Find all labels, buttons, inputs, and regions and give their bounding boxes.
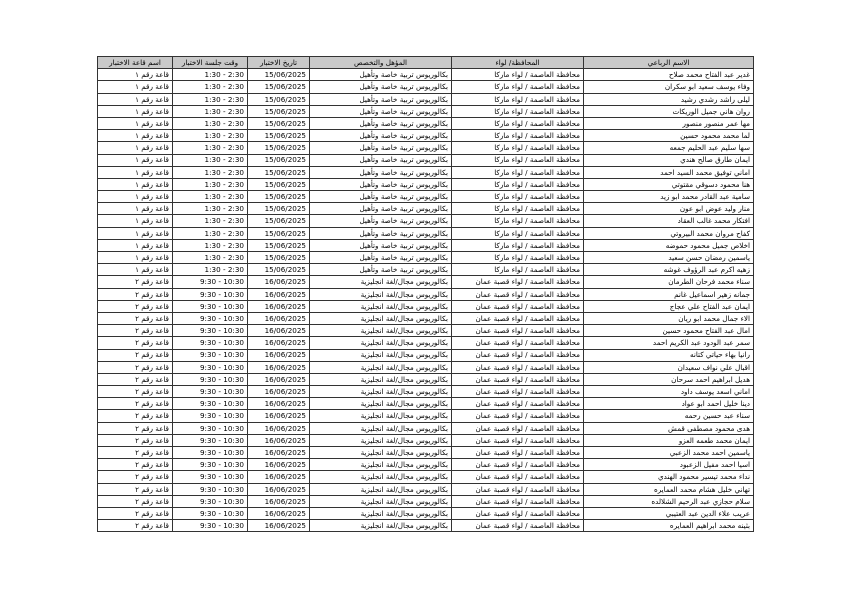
cell-session-time: 1:30 - 2:30 xyxy=(173,264,248,276)
cell-full-name: جمانه زهير اسماعيل غانم xyxy=(584,288,754,300)
cell-governorate: محافظة العاصمة / لواء قصبة عمان xyxy=(452,520,584,532)
cell-governorate: محافظة العاصمة / لواء ماركا xyxy=(452,252,584,264)
cell-exam-date: 16/06/2025 xyxy=(248,447,310,459)
cell-governorate: محافظة العاصمة / لواء ماركا xyxy=(452,191,584,203)
cell-session-time: 1:30 - 2:30 xyxy=(173,178,248,190)
cell-governorate: محافظة العاصمة / لواء قصبة عمان xyxy=(452,459,584,471)
cell-session-time: 1:30 - 2:30 xyxy=(173,142,248,154)
cell-hall-name: قاعة رقم ٢ xyxy=(98,386,173,398)
cell-hall-name: قاعة رقم ٢ xyxy=(98,337,173,349)
cell-qualification: بكالوريوس تربية خاصة وتأهيل xyxy=(310,166,452,178)
cell-session-time: 9:30 - 10:30 xyxy=(173,459,248,471)
cell-exam-date: 16/06/2025 xyxy=(248,459,310,471)
cell-full-name: هديل ابراهيم احمد سرحان xyxy=(584,373,754,385)
cell-qualification: بكالوريوس تربية خاصة وتأهيل xyxy=(310,154,452,166)
cell-qualification: بكالوريوس تربية خاصة وتأهيل xyxy=(310,191,452,203)
cell-full-name: ايمان عبد الفتاح علي عجاج xyxy=(584,300,754,312)
cell-full-name: اقبال علي نواف سعيدان xyxy=(584,361,754,373)
cell-session-time: 9:30 - 10:30 xyxy=(173,398,248,410)
cell-session-time: 1:30 - 2:30 xyxy=(173,166,248,178)
cell-governorate: محافظة العاصمة / لواء ماركا xyxy=(452,154,584,166)
table-row xyxy=(98,105,754,117)
cell-hall-name: قاعة رقم ٢ xyxy=(98,471,173,483)
cell-governorate: محافظة العاصمة / لواء قصبة عمان xyxy=(452,325,584,337)
table-row xyxy=(98,227,754,239)
cell-hall-name: قاعة رقم ١ xyxy=(98,203,173,215)
cell-full-name: زهيه اكرم عبد الرؤوف غوشه xyxy=(584,264,754,276)
cell-governorate: محافظة العاصمة / لواء ماركا xyxy=(452,81,584,93)
cell-qualification: بكالوريوس مجال/لغة انجليزية xyxy=(310,300,452,312)
table-row xyxy=(98,142,754,154)
cell-session-time: 1:30 - 2:30 xyxy=(173,117,248,129)
cell-exam-date: 15/06/2025 xyxy=(248,203,310,215)
cell-exam-date: 16/06/2025 xyxy=(248,471,310,483)
cell-exam-date: 16/06/2025 xyxy=(248,507,310,519)
cell-exam-date: 16/06/2025 xyxy=(248,337,310,349)
cell-session-time: 9:30 - 10:30 xyxy=(173,507,248,519)
cell-qualification: بكالوريوس مجال/لغة انجليزية xyxy=(310,507,452,519)
cell-governorate: محافظة العاصمة / لواء قصبة عمان xyxy=(452,386,584,398)
cell-exam-date: 15/06/2025 xyxy=(248,264,310,276)
header-qualification: المؤهل والتخصص xyxy=(310,57,452,69)
cell-qualification: بكالوريوس مجال/لغة انجليزية xyxy=(310,361,452,373)
cell-hall-name: قاعة رقم ١ xyxy=(98,117,173,129)
cell-session-time: 9:30 - 10:30 xyxy=(173,495,248,507)
cell-governorate: محافظة العاصمة / لواء ماركا xyxy=(452,69,584,81)
table-row xyxy=(98,312,754,324)
cell-exam-date: 15/06/2025 xyxy=(248,105,310,117)
cell-governorate: محافظة العاصمة / لواء قصبة عمان xyxy=(452,312,584,324)
cell-full-name: سلام حجازي عبد الرحيم الشلالده xyxy=(584,495,754,507)
cell-session-time: 9:30 - 10:30 xyxy=(173,483,248,495)
cell-qualification: بكالوريوس مجال/لغة انجليزية xyxy=(310,422,452,434)
cell-exam-date: 16/06/2025 xyxy=(248,495,310,507)
cell-full-name: سها سليم عبد الحليم جمعه xyxy=(584,142,754,154)
cell-qualification: بكالوريوس مجال/لغة انجليزية xyxy=(310,276,452,288)
table-row xyxy=(98,166,754,178)
cell-exam-date: 15/06/2025 xyxy=(248,93,310,105)
cell-governorate: محافظة العاصمة / لواء قصبة عمان xyxy=(452,483,584,495)
cell-exam-date: 15/06/2025 xyxy=(248,166,310,178)
cell-governorate: محافظة العاصمة / لواء ماركا xyxy=(452,178,584,190)
table-row xyxy=(98,203,754,215)
cell-qualification: بكالوريوس مجال/لغة انجليزية xyxy=(310,349,452,361)
cell-session-time: 1:30 - 2:30 xyxy=(173,81,248,93)
cell-hall-name: قاعة رقم ١ xyxy=(98,215,173,227)
cell-governorate: محافظة العاصمة / لواء ماركا xyxy=(452,166,584,178)
cell-governorate: محافظة العاصمة / لواء قصبة عمان xyxy=(452,337,584,349)
cell-qualification: بكالوريوس مجال/لغة انجليزية xyxy=(310,471,452,483)
cell-qualification: بكالوريوس مجال/لغة انجليزية xyxy=(310,483,452,495)
table-row xyxy=(98,178,754,190)
cell-qualification: بكالوريوس تربية خاصة وتأهيل xyxy=(310,93,452,105)
cell-qualification: بكالوريوس مجال/لغة انجليزية xyxy=(310,410,452,422)
cell-session-time: 1:30 - 2:30 xyxy=(173,154,248,166)
table-row xyxy=(98,117,754,129)
cell-hall-name: قاعة رقم ٢ xyxy=(98,483,173,495)
table-row xyxy=(98,447,754,459)
table-row xyxy=(98,507,754,519)
cell-exam-date: 15/06/2025 xyxy=(248,81,310,93)
table-row xyxy=(98,520,754,532)
table-row xyxy=(98,386,754,398)
cell-full-name: اخلاص جميل محمود حموضه xyxy=(584,239,754,251)
table-row xyxy=(98,471,754,483)
header-session-time: وقت جلسة الاختبار xyxy=(173,57,248,69)
cell-hall-name: قاعة رقم ٢ xyxy=(98,361,173,373)
table-row xyxy=(98,239,754,251)
cell-full-name: ايمان طارق صالح هندي xyxy=(584,154,754,166)
cell-hall-name: قاعة رقم ٢ xyxy=(98,373,173,385)
cell-full-name: دينا خليل احمد ابو عواد xyxy=(584,398,754,410)
table-row xyxy=(98,398,754,410)
cell-qualification: بكالوريوس تربية خاصة وتأهيل xyxy=(310,142,452,154)
cell-exam-date: 15/06/2025 xyxy=(248,142,310,154)
cell-full-name: غدير عبد الفتاح محمد صلاح xyxy=(584,69,754,81)
cell-governorate: محافظة العاصمة / لواء قصبة عمان xyxy=(452,288,584,300)
cell-qualification: بكالوريوس تربية خاصة وتأهيل xyxy=(310,215,452,227)
cell-full-name: ايمان محمد طعمه العزو xyxy=(584,434,754,446)
cell-qualification: بكالوريوس تربية خاصة وتأهيل xyxy=(310,239,452,251)
table-row xyxy=(98,361,754,373)
cell-hall-name: قاعة رقم ٢ xyxy=(98,447,173,459)
cell-full-name: وفاء يوسف سعيد ابو سكران xyxy=(584,81,754,93)
cell-hall-name: قاعة رقم ٢ xyxy=(98,349,173,361)
cell-governorate: محافظة العاصمة / لواء ماركا xyxy=(452,215,584,227)
table-row xyxy=(98,191,754,203)
cell-governorate: محافظة العاصمة / لواء قصبة عمان xyxy=(452,434,584,446)
cell-session-time: 9:30 - 10:30 xyxy=(173,434,248,446)
cell-governorate: محافظة العاصمة / لواء ماركا xyxy=(452,227,584,239)
cell-hall-name: قاعة رقم ١ xyxy=(98,142,173,154)
cell-governorate: محافظة العاصمة / لواء قصبة عمان xyxy=(452,507,584,519)
cell-qualification: بكالوريوس مجال/لغة انجليزية xyxy=(310,398,452,410)
cell-hall-name: قاعة رقم ٢ xyxy=(98,410,173,422)
cell-exam-date: 15/06/2025 xyxy=(248,69,310,81)
cell-session-time: 9:30 - 10:30 xyxy=(173,325,248,337)
cell-session-time: 1:30 - 2:30 xyxy=(173,239,248,251)
table-row xyxy=(98,300,754,312)
cell-governorate: محافظة العاصمة / لواء قصبة عمان xyxy=(452,410,584,422)
cell-session-time: 1:30 - 2:30 xyxy=(173,130,248,142)
cell-session-time: 9:30 - 10:30 xyxy=(173,410,248,422)
header-full-name: الاسم الرباعي xyxy=(584,57,754,69)
table-row xyxy=(98,349,754,361)
cell-qualification: بكالوريوس مجال/لغة انجليزية xyxy=(310,373,452,385)
cell-full-name: اسيا احمد مفيل الزعبود xyxy=(584,459,754,471)
cell-full-name: الاء جمال محمد ابو ريان xyxy=(584,312,754,324)
table-row xyxy=(98,93,754,105)
cell-hall-name: قاعة رقم ١ xyxy=(98,264,173,276)
cell-hall-name: قاعة رقم ٢ xyxy=(98,434,173,446)
cell-full-name: منار وليد عوض ابو عون xyxy=(584,203,754,215)
cell-governorate: محافظة العاصمة / لواء ماركا xyxy=(452,264,584,276)
cell-qualification: بكالوريوس مجال/لغة انجليزية xyxy=(310,447,452,459)
table-row xyxy=(98,215,754,227)
cell-full-name: كفاح مروان محمد البيروتي xyxy=(584,227,754,239)
cell-exam-date: 16/06/2025 xyxy=(248,386,310,398)
cell-governorate: محافظة العاصمة / لواء ماركا xyxy=(452,130,584,142)
cell-qualification: بكالوريوس تربية خاصة وتأهيل xyxy=(310,252,452,264)
cell-full-name: مها عمر منصور منصور xyxy=(584,117,754,129)
cell-qualification: بكالوريوس مجال/لغة انجليزية xyxy=(310,312,452,324)
cell-full-name: امال عبد الفتاح محمود حسين xyxy=(584,325,754,337)
cell-full-name: اماني توفيق محمد السيد احمد xyxy=(584,166,754,178)
cell-qualification: بكالوريوس مجال/لغة انجليزية xyxy=(310,337,452,349)
cell-hall-name: قاعة رقم ٢ xyxy=(98,507,173,519)
cell-governorate: محافظة العاصمة / لواء قصبة عمان xyxy=(452,447,584,459)
cell-governorate: محافظة العاصمة / لواء ماركا xyxy=(452,142,584,154)
cell-full-name: اماني اسعد يوسف داود xyxy=(584,386,754,398)
cell-exam-date: 15/06/2025 xyxy=(248,215,310,227)
cell-session-time: 1:30 - 2:30 xyxy=(173,69,248,81)
cell-full-name: هنا محمود دسوقي مقتوتي xyxy=(584,178,754,190)
cell-hall-name: قاعة رقم ١ xyxy=(98,93,173,105)
cell-session-time: 1:30 - 2:30 xyxy=(173,191,248,203)
cell-hall-name: قاعة رقم ١ xyxy=(98,69,173,81)
cell-exam-date: 16/06/2025 xyxy=(248,312,310,324)
cell-exam-date: 15/06/2025 xyxy=(248,154,310,166)
cell-session-time: 9:30 - 10:30 xyxy=(173,373,248,385)
cell-full-name: روان هاني جميل الوريكات xyxy=(584,105,754,117)
cell-full-name: ياسمين رمضان حسن سعيد xyxy=(584,252,754,264)
cell-full-name: ليلى راشد رشدي رشيد xyxy=(584,93,754,105)
cell-hall-name: قاعة رقم ٢ xyxy=(98,398,173,410)
cell-hall-name: قاعة رقم ٢ xyxy=(98,495,173,507)
table-row xyxy=(98,422,754,434)
table-row xyxy=(98,130,754,142)
cell-governorate: محافظة العاصمة / لواء قصبة عمان xyxy=(452,361,584,373)
cell-full-name: افتكار محمد غالب العقاد xyxy=(584,215,754,227)
cell-qualification: بكالوريوس مجال/لغة انجليزية xyxy=(310,325,452,337)
cell-session-time: 9:30 - 10:30 xyxy=(173,276,248,288)
cell-full-name: سامية عبد القادر محمد ابو زيد xyxy=(584,191,754,203)
cell-session-time: 9:30 - 10:30 xyxy=(173,447,248,459)
cell-hall-name: قاعة رقم ٢ xyxy=(98,300,173,312)
cell-exam-date: 15/06/2025 xyxy=(248,178,310,190)
cell-full-name: سناء محمد فرحان الطرمان xyxy=(584,276,754,288)
cell-session-time: 1:30 - 2:30 xyxy=(173,227,248,239)
cell-session-time: 9:30 - 10:30 xyxy=(173,386,248,398)
cell-governorate: محافظة العاصمة / لواء قصبة عمان xyxy=(452,349,584,361)
cell-qualification: بكالوريوس مجال/لغة انجليزية xyxy=(310,495,452,507)
cell-governorate: محافظة العاصمة / لواء قصبة عمان xyxy=(452,373,584,385)
cell-qualification: بكالوريوس مجال/لغة انجليزية xyxy=(310,288,452,300)
header-row xyxy=(98,57,754,69)
cell-session-time: 9:30 - 10:30 xyxy=(173,349,248,361)
cell-session-time: 1:30 - 2:30 xyxy=(173,93,248,105)
cell-governorate: محافظة العاصمة / لواء ماركا xyxy=(452,203,584,215)
cell-full-name: رانيا بهاء حياتي كتانه xyxy=(584,349,754,361)
cell-exam-date: 16/06/2025 xyxy=(248,373,310,385)
cell-hall-name: قاعة رقم ١ xyxy=(98,166,173,178)
cell-hall-name: قاعة رقم ٢ xyxy=(98,422,173,434)
exam-schedule-table xyxy=(97,56,754,532)
cell-hall-name: قاعة رقم ١ xyxy=(98,239,173,251)
cell-exam-date: 16/06/2025 xyxy=(248,349,310,361)
cell-session-time: 9:30 - 10:30 xyxy=(173,361,248,373)
cell-governorate: محافظة العاصمة / لواء قصبة عمان xyxy=(452,422,584,434)
cell-governorate: محافظة العاصمة / لواء قصبة عمان xyxy=(452,471,584,483)
cell-qualification: بكالوريوس تربية خاصة وتأهيل xyxy=(310,105,452,117)
cell-exam-date: 16/06/2025 xyxy=(248,398,310,410)
cell-qualification: بكالوريوس تربية خاصة وتأهيل xyxy=(310,178,452,190)
table-row xyxy=(98,154,754,166)
cell-exam-date: 15/06/2025 xyxy=(248,252,310,264)
cell-governorate: محافظة العاصمة / لواء ماركا xyxy=(452,105,584,117)
cell-hall-name: قاعة رقم ٢ xyxy=(98,325,173,337)
cell-governorate: محافظة العاصمة / لواء ماركا xyxy=(452,239,584,251)
cell-qualification: بكالوريوس تربية خاصة وتأهيل xyxy=(310,117,452,129)
table-row xyxy=(98,252,754,264)
cell-exam-date: 15/06/2025 xyxy=(248,239,310,251)
cell-exam-date: 16/06/2025 xyxy=(248,300,310,312)
cell-qualification: بكالوريوس تربية خاصة وتأهيل xyxy=(310,264,452,276)
cell-governorate: محافظة العاصمة / لواء قصبة عمان xyxy=(452,300,584,312)
cell-qualification: بكالوريوس مجال/لغة انجليزية xyxy=(310,434,452,446)
cell-hall-name: قاعة رقم ١ xyxy=(98,154,173,166)
cell-exam-date: 16/06/2025 xyxy=(248,325,310,337)
cell-qualification: بكالوريوس تربية خاصة وتأهيل xyxy=(310,130,452,142)
cell-full-name: لما محمد محمود حسين xyxy=(584,130,754,142)
cell-session-time: 1:30 - 2:30 xyxy=(173,252,248,264)
cell-hall-name: قاعة رقم ١ xyxy=(98,191,173,203)
cell-session-time: 9:30 - 10:30 xyxy=(173,312,248,324)
cell-qualification: بكالوريوس تربية خاصة وتأهيل xyxy=(310,203,452,215)
cell-governorate: محافظة العاصمة / لواء قصبة عمان xyxy=(452,398,584,410)
table-row xyxy=(98,288,754,300)
cell-exam-date: 15/06/2025 xyxy=(248,130,310,142)
table-body xyxy=(98,69,754,532)
table-row xyxy=(98,459,754,471)
cell-session-time: 9:30 - 10:30 xyxy=(173,422,248,434)
table-row xyxy=(98,434,754,446)
table-row xyxy=(98,337,754,349)
cell-session-time: 1:30 - 2:30 xyxy=(173,215,248,227)
cell-exam-date: 15/06/2025 xyxy=(248,227,310,239)
cell-full-name: ياسمين احمد محمد الزعبي xyxy=(584,447,754,459)
cell-session-time: 9:30 - 10:30 xyxy=(173,337,248,349)
cell-full-name: تهاني خليل هشام محمد العمايره xyxy=(584,483,754,495)
cell-hall-name: قاعة رقم ٢ xyxy=(98,276,173,288)
cell-hall-name: قاعة رقم ١ xyxy=(98,227,173,239)
cell-full-name: سناء عبد حسين رحمه xyxy=(584,410,754,422)
table-row xyxy=(98,81,754,93)
cell-hall-name: قاعة رقم ٢ xyxy=(98,520,173,532)
table-row xyxy=(98,495,754,507)
header-hall-name: اسم قاعة الاختبار xyxy=(98,57,173,69)
table-row xyxy=(98,410,754,422)
header-governorate: المحافظة/ لواء xyxy=(452,57,584,69)
cell-hall-name: قاعة رقم ١ xyxy=(98,105,173,117)
cell-qualification: بكالوريوس مجال/لغة انجليزية xyxy=(310,386,452,398)
table-row xyxy=(98,276,754,288)
cell-hall-name: قاعة رقم ٢ xyxy=(98,312,173,324)
cell-full-name: بثينه محمد ابراهيم العمايره xyxy=(584,520,754,532)
table-row xyxy=(98,483,754,495)
cell-full-name: سمر عبد الودود عبد الكريم احمد xyxy=(584,337,754,349)
cell-exam-date: 16/06/2025 xyxy=(248,483,310,495)
cell-session-time: 1:30 - 2:30 xyxy=(173,203,248,215)
cell-governorate: محافظة العاصمة / لواء قصبة عمان xyxy=(452,276,584,288)
cell-session-time: 9:30 - 10:30 xyxy=(173,300,248,312)
cell-hall-name: قاعة رقم ١ xyxy=(98,81,173,93)
cell-exam-date: 16/06/2025 xyxy=(248,361,310,373)
cell-qualification: بكالوريوس تربية خاصة وتأهيل xyxy=(310,81,452,93)
cell-exam-date: 15/06/2025 xyxy=(248,191,310,203)
cell-hall-name: قاعة رقم ١ xyxy=(98,252,173,264)
cell-session-time: 9:30 - 10:30 xyxy=(173,288,248,300)
header-exam-date: تاريخ الاختبار xyxy=(248,57,310,69)
cell-governorate: محافظة العاصمة / لواء قصبة عمان xyxy=(452,495,584,507)
cell-exam-date: 16/06/2025 xyxy=(248,288,310,300)
cell-exam-date: 16/06/2025 xyxy=(248,422,310,434)
cell-full-name: هدى محمود مصطفى قمش xyxy=(584,422,754,434)
cell-governorate: محافظة العاصمة / لواء ماركا xyxy=(452,117,584,129)
cell-full-name: عريب علاء الدين عبد العتيبي xyxy=(584,507,754,519)
cell-exam-date: 16/06/2025 xyxy=(248,434,310,446)
cell-hall-name: قاعة رقم ١ xyxy=(98,178,173,190)
table-row xyxy=(98,373,754,385)
cell-exam-date: 16/06/2025 xyxy=(248,520,310,532)
cell-qualification: بكالوريوس مجال/لغة انجليزية xyxy=(310,520,452,532)
cell-hall-name: قاعة رقم ٢ xyxy=(98,459,173,471)
table-row xyxy=(98,264,754,276)
cell-session-time: 9:30 - 10:30 xyxy=(173,471,248,483)
cell-session-time: 1:30 - 2:30 xyxy=(173,105,248,117)
cell-hall-name: قاعة رقم ١ xyxy=(98,130,173,142)
cell-governorate: محافظة العاصمة / لواء ماركا xyxy=(452,93,584,105)
table-row xyxy=(98,325,754,337)
cell-qualification: بكالوريوس تربية خاصة وتأهيل xyxy=(310,69,452,81)
table-row xyxy=(98,69,754,81)
cell-qualification: بكالوريوس مجال/لغة انجليزية xyxy=(310,459,452,471)
cell-full-name: نداء محمد تيسير محمود الهندي xyxy=(584,471,754,483)
cell-hall-name: قاعة رقم ٢ xyxy=(98,288,173,300)
cell-qualification: بكالوريوس تربية خاصة وتأهيل xyxy=(310,227,452,239)
cell-session-time: 9:30 - 10:30 xyxy=(173,520,248,532)
cell-exam-date: 16/06/2025 xyxy=(248,410,310,422)
cell-exam-date: 16/06/2025 xyxy=(248,276,310,288)
cell-exam-date: 15/06/2025 xyxy=(248,117,310,129)
